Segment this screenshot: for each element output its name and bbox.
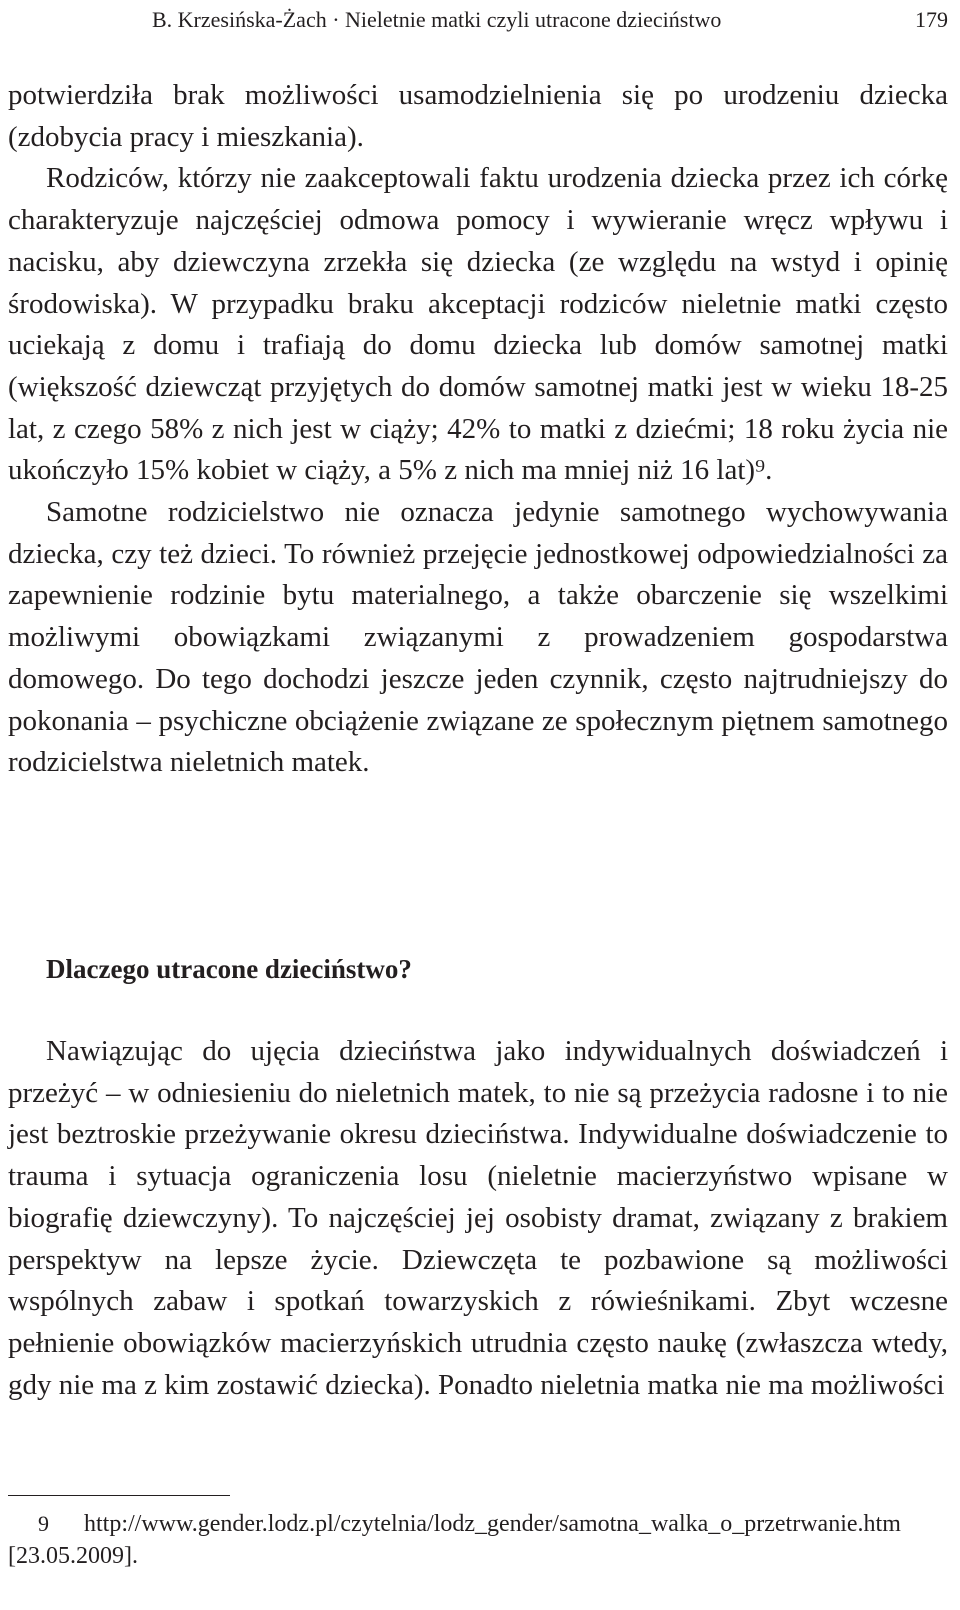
- running-head: [0, 2, 948, 38]
- footnote: [8, 1508, 948, 1572]
- section-heading: Dlaczego utracone dzieciństwo?: [46, 954, 412, 984]
- footnote-link-text[interactable]: http://www.gender.lodz.pl/czytelnia/lodz_gender/samotna_walka_o_przetrwanie.htm [23.05.2009].: [8, 1511, 901, 1569]
- paragraph-continuation: potwierdziła brak możliwości usamodzielnienia się po urodzeniu dziecka (zdobycia pracy i mieszkania).: [8, 79, 948, 153]
- paragraph: Nawiązując do ujęcia dzieciństwa jako indywidualnych doświadczeń i przeżyć – w odniesieniu do nieletnich matek, to nie są przeżycia radosne i to nie jest beztroskie przeżywanie okresu dzieciństwa. Indywidualne doświadczenie to trauma i sytuacja ograniczenia losu (nieletnie macierzyństwo wpisane w biografię dziewczyny). To najczęściej jej osobisty dramat, związany z brakiem perspektyw na lepsze życie. Dziewczęta te pozbawione są możliwości wspólnych zabaw i spotkań towarzyskich z rówieśnikami. Zbyt wczesne pełnienie obowiązków macierzyńskich utrudnia często naukę (zwłaszcza wtedy, gdy nie ma z kim zostawić dziecka). Ponadto nieletnia matka nie ma możliwości: [8, 1035, 948, 1401]
- body-text-top: [8, 75, 948, 784]
- paragraph: Rodziców, którzy nie zaakceptowali faktu urodzenia dziecka przez ich córkę charakteryzuje najczęściej odmowa pomocy i wywieranie wręcz wpływu i nacisku, aby dziewczyna zrzekła się dziecka (ze względu na wstyd i opinię środowiska). W przypadku braku akceptacji rodziców nieletnie matki często uciekają z domu i trafiają do domu dziecka lub domów samotnej matki (większość dziewcząt przyjętych do domów samotnej matki jest w wieku 18-25 lat, z czego 58% z nich jest w ciąży; 42% to matki z dziećmi; 18 roku życia nie ukończyło 15% kobiet w ciąży, a 5% z nich ma mniej niż 16 lat)⁹.: [8, 162, 948, 487]
- footnote-divider: [8, 1495, 230, 1496]
- body-text-bottom: [8, 1031, 948, 1406]
- footnote-marker: 9: [38, 1511, 49, 1536]
- page-number: 179: [915, 7, 948, 32]
- paragraph: Samotne rodzicielstwo nie oznacza jedynie samotnego wychowywania dziecka, czy też dzieci. To również przejęcie jednostkowej odpowiedzialności za zapewnienie rodzinie bytu materialnego, a także obarczenie się wszelkimi możliwymi obowiązkami związanymi z prowadzeniem gospodarstwa domowego. Do tego dochodzi jeszcze jeden czynnik, często najtrudniejszy do pokonania – psychiczne obciążenie związane ze społecznym piętnem samotnego rodzicielstwa nieletnich matek.: [8, 496, 948, 779]
- running-head-title: B. Krzesińska-Żach · Nieletnie matki czyli utracone dzieciństwo: [152, 7, 722, 32]
